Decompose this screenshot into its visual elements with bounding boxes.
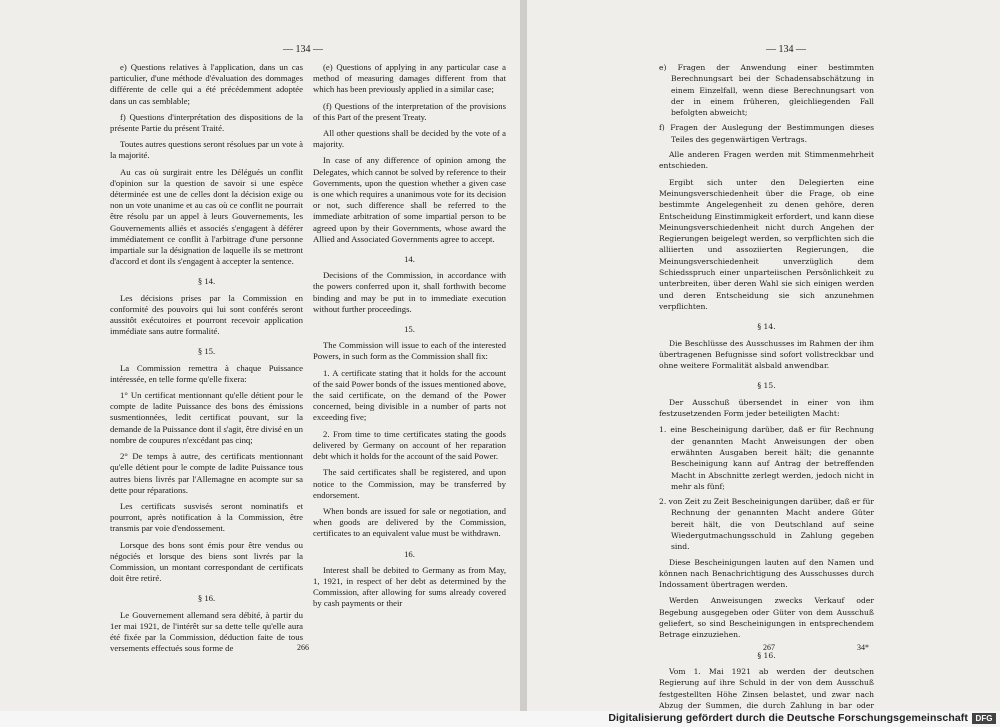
german-paragraph: e) Fragen der Anwendung einer bestimmten Berechnungsart bei der Schadensabschätzung in einem Einzelfall, wenn diese Berechnungsart von der in einem früheren, gleichliegenden Fall befolgten abweicht; xyxy=(659,63,874,118)
german-paragraph: Die Beschlüsse des Ausschusses im Rahmen der ihm übertragenen Befugnisse sind sofort vollstreckbar und ohne weitere Formalität alsbald anwendbar. xyxy=(659,338,874,371)
english-paragraph: (f) Questions of the interpretation of the provisions of this Part of the present Treaty. xyxy=(313,100,506,122)
footer-bar xyxy=(0,711,1000,727)
english-paragraph: (e) Questions of applying in any particular case a method of measuring damages different from that which has been previously applied in a similar case; xyxy=(313,62,506,95)
french-paragraph: f) Questions d'interprétation des dispositions de la présente Partie du présent Traité. xyxy=(110,111,303,134)
german-paragraph: 1. eine Bescheinigung darüber, daß er für Rechnung der genannten Macht Anweisungen der oben erwähnten Ausgaben bereit hält; die genannte Bescheinigung kann auf Antrag der betreffenden Macht in Abschnitte zerlegt werden, jedoch nicht in mehr als fünf; xyxy=(659,425,874,491)
english-paragraph: In case of any difference of opinion among the Delegates, which cannot be solved by reference to their Governments, upon the question whether a given case is one which requires a unanimous vote for its decision or not, such difference shall be referred to the immediate arbitration of some impartial person to be agreed upon by their Governments, whose award the Allied and Associated Governments agree to accept. xyxy=(313,155,506,244)
english-paragraph: The Commission will issue to each of the interested Powers, in such form as the Commission shall fix: xyxy=(313,340,506,362)
right-page-number: — 134 — xyxy=(766,44,806,55)
french-column xyxy=(110,62,303,659)
signature-mark: 34* xyxy=(857,643,869,652)
english-section-heading: 15. xyxy=(404,324,415,335)
right-page xyxy=(527,0,1000,711)
english-paragraph: All other questions shall be decided by the vote of a majority. xyxy=(313,128,506,150)
french-section-heading: § 14. xyxy=(197,276,216,287)
german-section-heading: § 15. xyxy=(757,381,776,391)
english-paragraph: Decisions of the Commission, in accordance with the powers conferred upon it, shall forthwith become binding and may be put in to immediate execution without further proceedings. xyxy=(313,270,506,314)
french-paragraph: Toutes autres questions seront résolues par un vote à la majorité. xyxy=(110,139,303,161)
english-section-heading: 16. xyxy=(404,548,415,559)
english-paragraph: Interest shall be debited to Germany as from May, 1, 1921, in respect of her debt as determined by the Commission, after allowing for sums already covered by cash payments or their xyxy=(313,564,506,609)
german-paragraph: Vom 1. Mai 1921 ab werden der deutschen Regierung auf ihre Schuld in der von dem Ausschuß festgestellten Höhe Zinsen belastet, und zwar nach Abzug der Summen, die durch Zahlung in bar oder xyxy=(659,666,874,710)
right-folio: 267 xyxy=(763,643,775,652)
dfg-logo: DFG xyxy=(972,713,996,724)
german-paragraph: Alle anderen Fragen werden mit Stimmenmehrheit entschieden. xyxy=(659,150,874,171)
german-paragraph: Ergibt sich unter den Delegierten eine Meinungsverschiedenheit über die Frage, ob eine bestimmte Angelegenheit zu denen gehöre, deren Entscheidung Einstimmigkeit erfordert, und kann diese Meinungsverschiedenheit nicht durch Angehen der Regierungen beigelegt werden, so verpflichten sich die alliierten und assoziierten Regierungen, die Meinungsverschiedenheit unverzüglich dem Schiedsspruch einer unparteiischen Persönlichkeit zu unterbreiten, über deren Wahl sie sich einigen werden und deren Entscheidung sie sich anzunehmen verpflichten. xyxy=(659,177,874,311)
english-column xyxy=(313,62,506,615)
french-paragraph: Les décisions prises par la Commission en conformité des pouvoirs qui lui sont conférés seront aussitôt exécutoires et pourront recevoir application immédiate sans autre formalité. xyxy=(110,292,303,337)
german-section-heading: § 14. xyxy=(757,322,776,332)
english-section-heading: 14. xyxy=(404,254,415,265)
french-paragraph: Les certificats susvisés seront nominatifs et pourront, après notification à la Commission, être transmis par voie d'endossement. xyxy=(110,500,303,534)
english-paragraph: The said certificates shall be registered, and upon notice to the Commission, may be transferred by endorsement. xyxy=(313,467,506,500)
french-section-heading: § 15. xyxy=(197,346,216,357)
french-paragraph: 1° Un certificat mentionnant qu'elle détient pour le compte de ladite Puissance des bons des émissions susmentionnées, ledit certificat pouvant, sur la demande de la Puissance dont il s'agit, être divisé en un nombre de coupures n'excédant pas cinq; xyxy=(110,390,303,445)
french-paragraph: e) Questions relatives à l'application, dans un cas particulier, d'une méthode d'évaluation des dommages différente de celle qui a été précédemment adoptée dans un cas semblable; xyxy=(110,62,303,106)
book-gutter xyxy=(520,0,527,711)
french-paragraph: Au cas où surgirait entre les Délégués un conflit d'opinion sur la question de savoir si une espèce déterminée est une de celles dont la décision exige ou non un vote unanime et au cas où ce conflit ne pourrait être résolu par un appel à leurs Gouvernements, les Gouvernements alliés et associés s'engagent à déférer immédiatement ce conflit à l'arbitrage d'une personne impartiale sur la désignation de laquelle ils se mettront d'accord et dont ils s'engagent à accepter la sentence. xyxy=(110,166,303,267)
english-paragraph: 1. A certificate stating that it holds for the account of the said Power bonds of the issues mentioned above, the said certificate, on the demand of the Power concerned, being divisible in a number of parts not exceeding five; xyxy=(313,367,506,423)
french-paragraph: 2° De temps à autre, des certificats mentionnant qu'elle détient pour le compte de ladite Puissance tous autres biens livrés par l'Allemagne en acompte sur sa dette pour réparations. xyxy=(110,451,303,495)
german-paragraph: 2. von Zeit zu Zeit Bescheinigungen darüber, daß er für Rechnung der genannten Macht andere Güter bereit hält, die von Deutschland auf seine Wiedergutmachungsschuld in Zahlung gegeben sind. xyxy=(659,497,874,552)
french-paragraph: Le Gouvernement allemand sera débité, à partir du 1er mai 1921, de l'intérêt sur sa dette telle qu'elle aura été fixée par la Commission, déduction faite de tous versements effectués sous forme de xyxy=(110,609,303,654)
german-section-heading: § 16. xyxy=(757,650,776,660)
english-paragraph: 2. From time to time certificates stating the goods delivered by Germany on account of her reparation debt which it holds for the account of the said Power. xyxy=(313,428,506,462)
german-column xyxy=(659,62,874,711)
french-section-heading: § 16. xyxy=(197,593,216,604)
german-paragraph: Der Ausschuß übersendet in einer von ihm festzusetzenden Form jeder beteiligten Macht: xyxy=(659,397,874,419)
left-folio: 266 xyxy=(297,643,309,652)
german-paragraph: Werden Anweisungen zwecks Verkauf oder Begebung ausgegeben oder Güter von dem Ausschuß geliefert, so sind Bescheinigungen in entsprechendem Betrage einzuziehen. xyxy=(659,596,874,640)
german-paragraph: Diese Bescheinigungen lauten auf den Namen und können nach Benachrichtigung des Ausschusses durch Indossament übertragen werden. xyxy=(659,557,874,590)
left-page-number: — 134 — xyxy=(283,44,323,55)
funding-notice: Digitalisierung gefördert durch die Deutsche Forschungsgemeinschaft xyxy=(608,712,968,724)
german-paragraph: f) Fragen der Auslegung der Bestimmungen dieses Teiles des gegenwärtigen Vertrags. xyxy=(659,123,874,144)
french-paragraph: La Commission remettra à chaque Puissance intéressée, en telle forme qu'elle fixera: xyxy=(110,362,303,384)
french-paragraph: Lorsque des bons sont émis pour être vendus ou négociés et lorsque des biens sont livrés par la Commission, un montant correspondant de certificats doit être retiré. xyxy=(110,539,303,584)
english-paragraph: When bonds are issued for sale or negotiation, and when goods are delivered by the Commission, certificates to an equivalent value must be withdrawn. xyxy=(313,505,506,539)
